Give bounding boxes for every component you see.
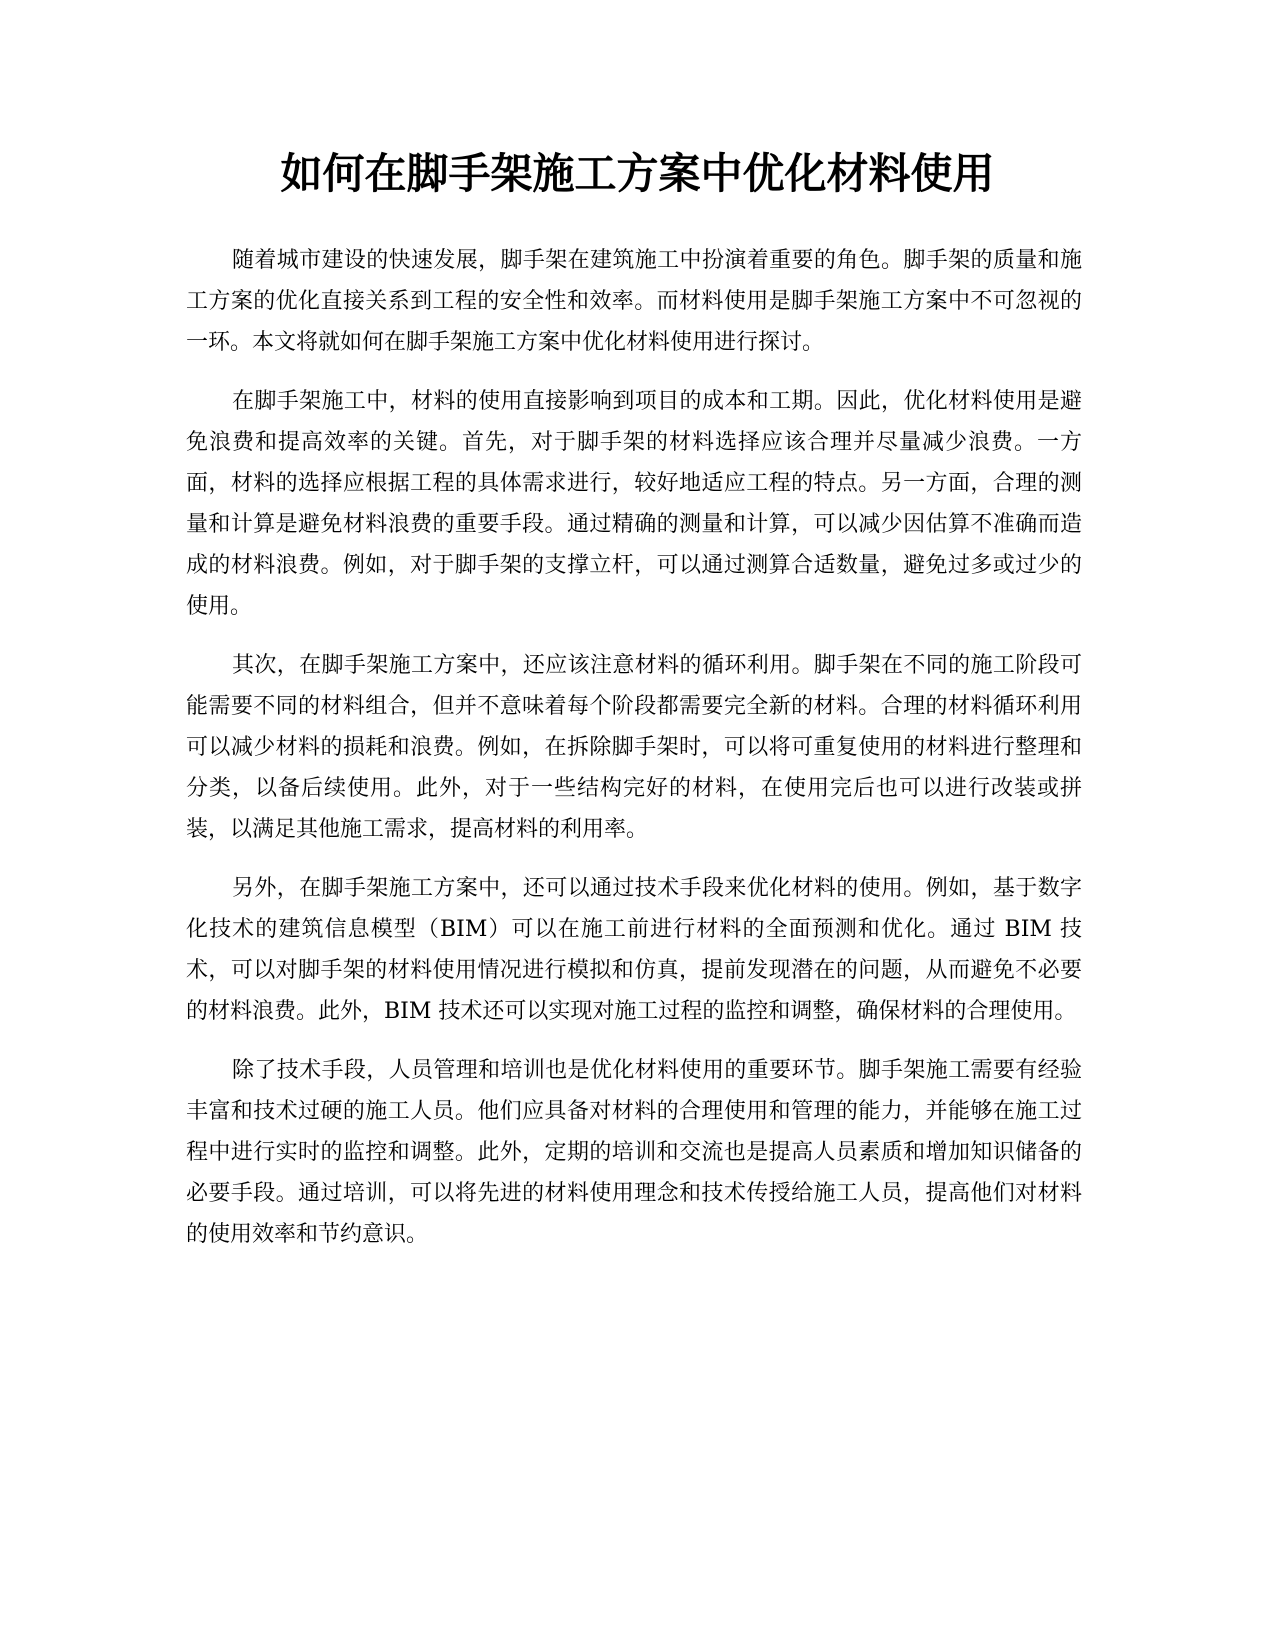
paragraph-4: 另外，在脚手架施工方案中，还可以通过技术手段来优化材料的使用。例如，基于数字化技术的建筑信息模型（BIM）可以在施工前进行材料的全面预测和优化。通过 BIM 技术，可以对脚手架的材料使用情况进行模拟和仿真，提前发现潜在的问题，从而避免不必要的材料浪费。此外，BIM 技术还可以实现对施工过程的监控和调整，确保材料的合理使用。 xyxy=(186,876,1082,1024)
document-body xyxy=(186,240,1082,1273)
paragraph-5: 除了技术手段，人员管理和培训也是优化材料使用的重要环节。脚手架施工需要有经验丰富和技术过硬的施工人员。他们应具备对材料的合理使用和管理的能力，并能够在施工过程中进行实时的监控和调整。此外，定期的培训和交流也是提高人员素质和增加知识储备的必要手段。通过培训，可以将先进的材料使用理念和技术传授给施工人员，提高他们对材料的使用效率和节约意识。 xyxy=(186,1058,1082,1247)
paragraph-1: 随着城市建设的快速发展，脚手架在建筑施工中扮演着重要的角色。脚手架的质量和施工方案的优化直接关系到工程的安全性和效率。而材料使用是脚手架施工方案中不可忽视的一环。本文将就如何在脚手架施工方案中优化材料使用进行探讨。 xyxy=(186,248,1082,355)
paragraph-3: 其次，在脚手架施工方案中，还应该注意材料的循环利用。脚手架在不同的施工阶段可能需要不同的材料组合，但并不意味着每个阶段都需要完全新的材料。合理的材料循环利用可以减少材料的损耗和浪费。例如，在拆除脚手架时，可以将可重复使用的材料进行整理和分类，以备后续使用。此外，对于一些结构完好的材料，在使用完后也可以进行改装或拼装，以满足其他施工需求，提高材料的利用率。 xyxy=(186,653,1082,842)
document-title: 如何在脚手架施工方案中优化材料使用 xyxy=(280,149,995,198)
paragraph-2: 在脚手架施工中，材料的使用直接影响到项目的成本和工期。因此，优化材料使用是避免浪费和提高效率的关键。首先，对于脚手架的材料选择应该合理并尽量减少浪费。一方面，材料的选择应根据工程的具体需求进行，较好地适应工程的特点。另一方面，合理的测量和计算是避免材料浪费的重要手段。通过精确的测量和计算，可以减少因估算不准确而造成的材料浪费。例如，对于脚手架的支撑立杆，可以通过测算合适数量，避免过多或过少的使用。 xyxy=(186,389,1082,619)
